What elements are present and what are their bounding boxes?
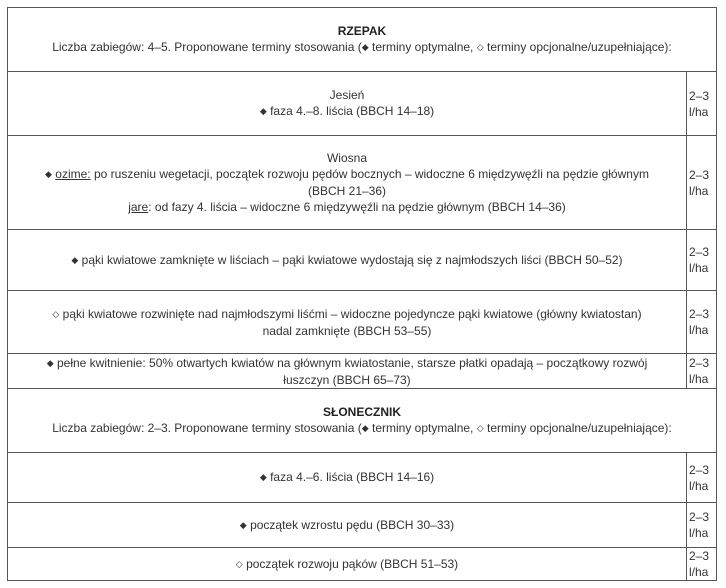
- optimal-diamond-icon: ◆: [45, 169, 52, 179]
- optimal-diamond-icon: ◆: [239, 519, 247, 530]
- dose-unit: l/ha: [688, 183, 709, 198]
- optimal-diamond-icon: ◆: [361, 42, 369, 52]
- stage-text: pąki kwiatowe zamknięte w liściach – pąki kwiatowe wydostają się z najmłodszych liści (BBCH 50–52): [81, 252, 623, 267]
- spring-label: jare: [128, 200, 149, 214]
- section-title: RZEPAK: [337, 24, 387, 38]
- dose-unit: l/ha: [688, 478, 709, 493]
- dose-value: 2–3: [688, 462, 710, 477]
- season-label: Jesień: [329, 88, 365, 102]
- season-label: Wiosna: [326, 151, 367, 165]
- dose-value: 2–3: [688, 245, 710, 259]
- dose-unit: l/ha: [688, 261, 709, 275]
- dose-unit: l/ha: [688, 526, 709, 540]
- stage-text: faza 4.–8. liścia (BBCH 14–18): [270, 104, 435, 118]
- section-header-slonecznik: [8, 389, 717, 453]
- table-row: [8, 230, 717, 291]
- optimal-diamond-icon: ◆: [259, 106, 267, 116]
- dose-unit: l/ha: [688, 323, 709, 337]
- table-row: [8, 72, 717, 136]
- optimal-diamond-icon: ◆: [46, 357, 54, 368]
- dose-value: 2–3: [688, 549, 710, 563]
- dose-unit: l/ha: [688, 372, 709, 386]
- table-row: ◇ pąki kwiatowe rozwinięte nad najmłodszymi liśćmi – widoczne pojedyncze pąki kwiatowe (główny kwiatostan) nadal zamknięte (BBCH 53–55) 2–3 l/ha: [8, 291, 717, 354]
- dose-unit: l/ha: [688, 104, 709, 119]
- dose-value: 2–3: [688, 356, 710, 370]
- winter-label: ozime:: [55, 167, 91, 181]
- table-row: [8, 453, 717, 503]
- table-row: ◆ pełne kwitnienie: 50% otwartych kwiatów na głównym kwiatostanie, starsze płatki opadają – początkowy rozwój łuszczyn (BBCH 65–73) 2–3 l/ha: [8, 354, 717, 389]
- optimal-diamond-icon: ◆: [361, 423, 369, 433]
- stage-text: początek rozwoju pąków (BBCH 51–53): [246, 556, 459, 571]
- optional-diamond-icon: ◇: [476, 42, 484, 52]
- section-header-rzepak: [8, 8, 717, 72]
- dose-value: 2–3: [688, 167, 710, 182]
- table-row: [8, 548, 717, 581]
- optional-diamond-icon: ◇: [235, 558, 243, 569]
- table-row: [8, 503, 717, 548]
- optional-diamond-icon: ◇: [476, 423, 484, 433]
- section-title: SŁONECZNIK: [323, 405, 401, 419]
- optimal-diamond-icon: ◆: [259, 472, 267, 482]
- dose-value: 2–3: [688, 307, 710, 321]
- stage-text: pełne kwitnienie: 50% otwartych kwiatów na głównym kwiatostanie, starsze płatki opadają – początkowy rozwój: [56, 355, 648, 370]
- optimal-diamond-icon: ◆: [71, 254, 79, 265]
- section-intro: Liczba zabiegów: 2–3. Proponowane terminy stosowania (◆ terminy optymalne, ◇ terminy opcjonalne/uzupełniające):: [52, 421, 672, 435]
- section-intro: Liczba zabiegów: 4–5. Proponowane terminy stosowania (◆ terminy optymalne, ◇ terminy opcjonalne/uzupełniające):: [52, 40, 672, 54]
- optional-diamond-icon: ◇: [52, 308, 60, 319]
- dose-value: 2–3: [688, 510, 710, 524]
- stage-text: pąki kwiatowe rozwinięte nad najmłodszymi liśćmi – widoczne pojedyncze pąki kwiatowe (główny kwiatostan): [62, 306, 642, 321]
- application-table: [7, 7, 717, 581]
- table-row: Wiosna ◆ ozime: po ruszeniu wegetacji, początek rozwoju pędów bocznych – widoczne 6 międzywęźli na pędzie głównym (BBCH 21–36) jare: od fazy 4. liścia – widoczne 6 międzywęźli na pędzie głównym (BBCH 14–36) 2–3 l/ha: [8, 136, 717, 230]
- stage-text: początek wzrostu pędu (BBCH 30–33): [250, 517, 455, 532]
- stage-text: faza 4.–6. liścia (BBCH 14–16): [270, 470, 435, 484]
- dose-unit: l/ha: [688, 565, 709, 579]
- dose-value: 2–3: [688, 88, 710, 103]
